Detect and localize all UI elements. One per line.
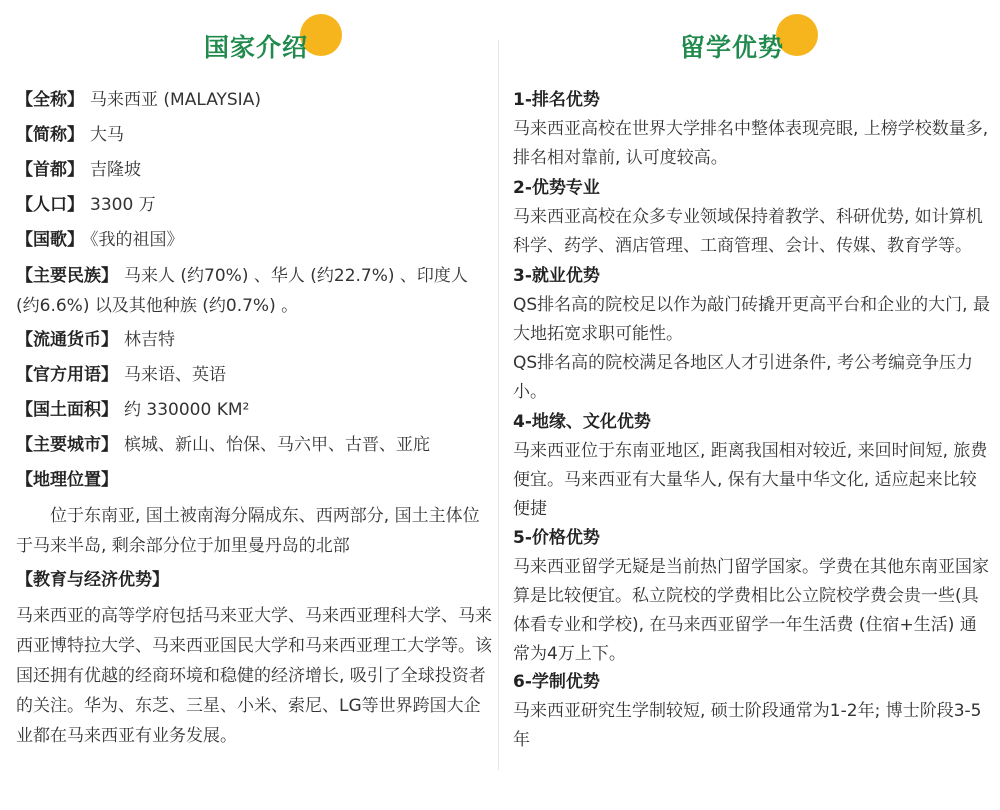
info-row-cities bbox=[16, 428, 430, 463]
geo-text: 位于东南亚, 国土被南海分隔成东、西两部分, 国土主体位于马来半岛, 剩余部分位于加里曼丹岛的北部 bbox=[16, 506, 480, 556]
info-key: 【官方用语】 bbox=[16, 365, 118, 385]
info-row-area bbox=[16, 393, 249, 428]
section-head-ranking: 1-排名优势 bbox=[513, 90, 600, 110]
info-value: 马来人 (约70%) 、华人 (约22.7%) 、印度人 (约6.6%) 以及其他种族 (约0.7%) 。 bbox=[16, 266, 468, 316]
info-row-edu-key bbox=[16, 563, 169, 598]
edu-text: 马来西亚的高等学府包括马来亚大学、马来西亚理科大学、马来西亚博特拉大学、马来西亚国民大学和马来西亚理工大学等。该国还拥有优越的经商环境和稳健的经济增长, 吸引了全球投资者的关注。华为、东芝、三星、小米、索尼、LG等世界跨国大企业都在马来西亚有业务发展。 bbox=[16, 606, 492, 746]
info-row-ethnic bbox=[16, 261, 492, 321]
country-intro-title: 国家介绍 bbox=[204, 33, 309, 62]
info-value: 马来语、英语 bbox=[124, 365, 226, 385]
info-row-shortname bbox=[16, 118, 124, 153]
info-key: 【地理位置】 bbox=[16, 470, 118, 490]
info-value: 《我的祖国》 bbox=[90, 230, 184, 250]
study-advantages-title: 留学优势 bbox=[680, 33, 785, 62]
info-row-capital bbox=[16, 153, 141, 188]
info-key: 【国土面积】 bbox=[16, 400, 118, 420]
info-row-anthem bbox=[16, 223, 184, 258]
info-key: 【人口】 bbox=[16, 195, 84, 215]
info-value: 马来西亚 (MALAYSIA) bbox=[90, 90, 261, 110]
info-value: 吉隆坡 bbox=[90, 160, 141, 180]
section-text: 马来西亚高校在世界大学排名中整体表现亮眼, 上榜学校数量多, 排名相对靠前, 认可度较高。 bbox=[513, 119, 989, 168]
info-value: 约 330000 KM² bbox=[124, 400, 250, 420]
info-row-currency bbox=[16, 323, 175, 358]
info-row-fullname bbox=[16, 83, 261, 118]
study-advantages-column bbox=[500, 0, 1000, 810]
info-value: 槟城、新山、怡保、马六甲、古晋、亚庇 bbox=[124, 435, 430, 455]
section-head-duration: 6-学制优势 bbox=[513, 672, 600, 692]
section-head-employment: 3-就业优势 bbox=[513, 266, 600, 286]
section-text: 马来西亚研究生学制较短, 硕士阶段通常为1-2年; 博士阶段3-5年 bbox=[513, 701, 982, 750]
country-intro-column bbox=[0, 0, 498, 810]
country-intro-header bbox=[200, 14, 350, 64]
section-head-price: 5-价格优势 bbox=[513, 528, 600, 548]
info-value: 林吉特 bbox=[124, 330, 175, 350]
info-key: 【简称】 bbox=[16, 125, 84, 145]
info-value: 3300 万 bbox=[90, 195, 156, 215]
info-key: 【流通货币】 bbox=[16, 330, 118, 350]
info-row-geo-key bbox=[16, 463, 118, 498]
info-key: 【首都】 bbox=[16, 160, 84, 180]
section-text: 马来西亚留学无疑是当前热门留学国家。学费在其他东南亚国家算是比较便宜。私立院校的学费相比公立院校学费会贵一些(具体看专业和学校), 在马来西亚留学一年生活费 (住宿+生活) 通常为4万上下。 bbox=[513, 557, 989, 664]
section-head-geo-culture: 4-地缘、文化优势 bbox=[513, 412, 651, 432]
section-text: 马来西亚位于东南亚地区, 距离我国相对较近, 来回时间短, 旅费便宜。马来西亚有大量华人, 保有大量中华文化, 适应起来比较便捷 bbox=[513, 441, 988, 519]
info-key: 【主要城市】 bbox=[16, 435, 118, 455]
info-row-population bbox=[16, 188, 156, 223]
section-text: QS排名高的院校足以作为敲门砖撬开更高平台和企业的大门, 最大地拓宽求职可能性。 bbox=[513, 295, 990, 344]
study-advantages-header bbox=[680, 14, 830, 64]
info-key: 【国歌】 bbox=[16, 230, 84, 250]
section-text: QS排名高的院校满足各地区人才引进条件, 考公考编竞争压力小。 bbox=[513, 353, 973, 402]
section-head-majors: 2-优势专业 bbox=[513, 178, 600, 198]
info-key: 【主要民族】 bbox=[16, 266, 118, 286]
info-value: 大马 bbox=[90, 125, 124, 145]
info-row-language bbox=[16, 358, 226, 393]
info-key: 【教育与经济优势】 bbox=[16, 570, 169, 590]
section-text: 马来西亚高校在众多专业领域保持着教学、科研优势, 如计算机科学、药学、酒店管理、工商管理、会计、传媒、教育学等。 bbox=[513, 207, 983, 256]
info-key: 【全称】 bbox=[16, 90, 84, 110]
column-divider bbox=[498, 40, 499, 770]
